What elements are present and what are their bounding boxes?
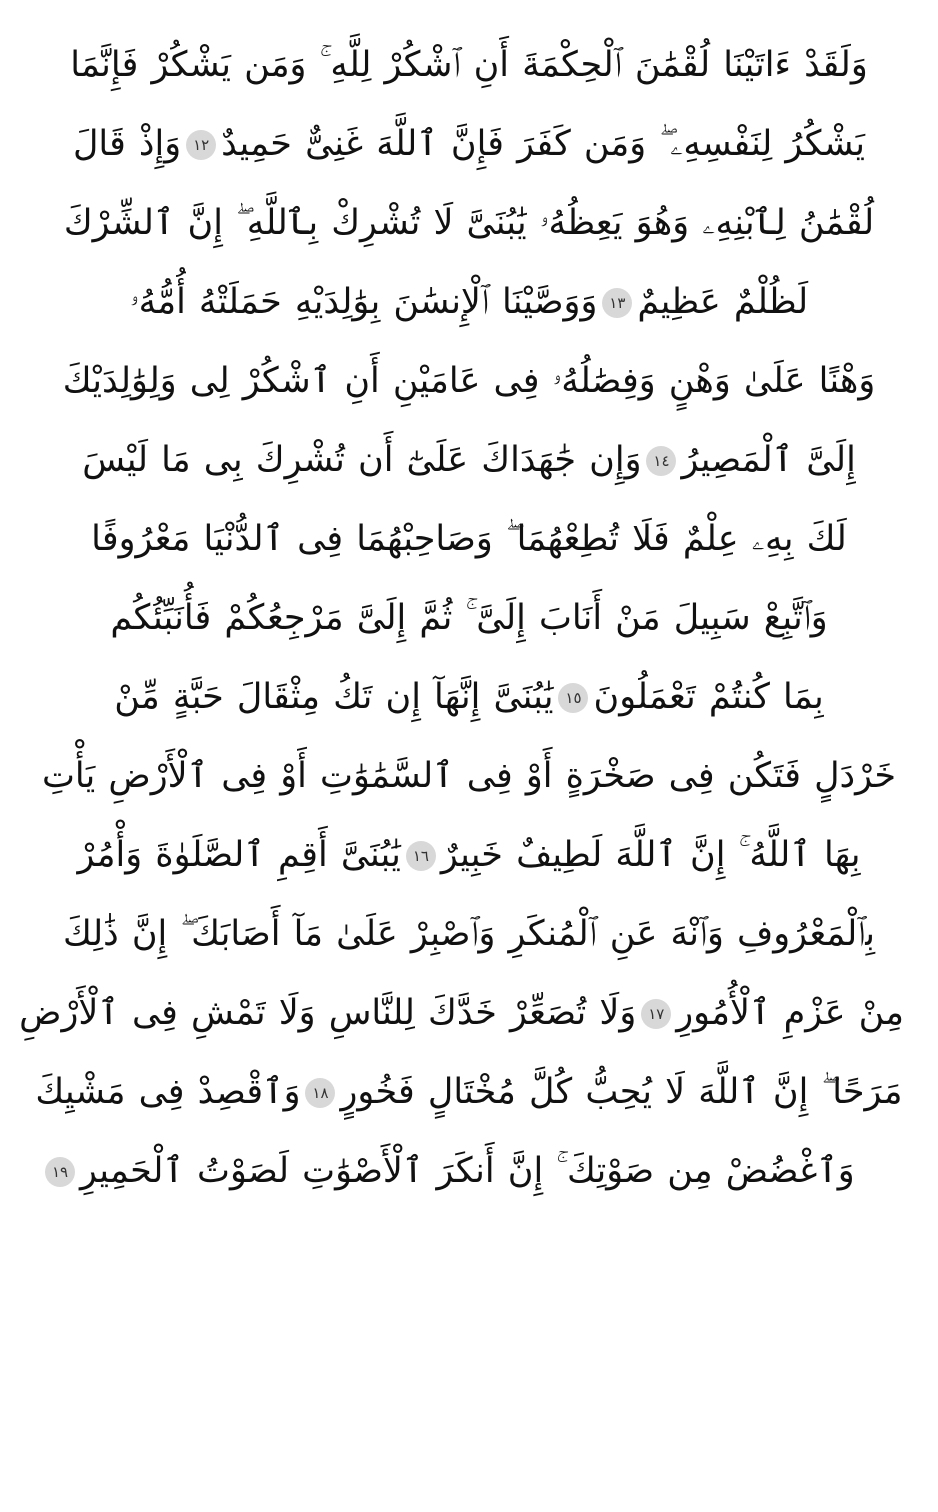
quran-line-text: وَلَقَدْ ءَاتَيْنَا لُقْمَٰنَ ٱلْحِكْمَةَ أَنِ ٱشْكُرْ لِلَّهِ ۚ وَمَن يَشْكُرْ فَإِنَّمَا <box>70 45 868 85</box>
ayah-marker: ١٦ <box>406 841 436 871</box>
quran-line-text: لُقْمَٰنُ لِٱبْنِهِۦ وَهُوَ يَعِظُهُۥ يَٰبُنَىَّ لَا تُشْرِكْ بِٱللَّهِ ۖ إِنَّ ٱلشِّرْكَ <box>63 203 875 243</box>
quran-line <box>34 579 904 658</box>
quran-line-text: وَإِذْ قَالَ <box>72 124 182 164</box>
quran-line <box>34 263 904 342</box>
quran-line <box>34 26 904 105</box>
quran-line-text: وَٱقْصِدْ فِى مَشْيِكَ <box>35 1072 301 1112</box>
quran-line <box>34 184 904 263</box>
ayah-marker: ١٩ <box>45 1157 75 1187</box>
quran-line-text: لَكَ بِهِۦ عِلْمٌ فَلَا تُطِعْهُمَا ۖ وَصَاحِبْهُمَا فِى ٱلدُّنْيَا مَعْرُوفًا <box>91 519 847 559</box>
quran-line-text: مَرَحًا ۖ إِنَّ ٱللَّهَ لَا يُحِبُّ كُلَّ مُخْتَالٍ فَخُورٍ <box>340 1072 903 1112</box>
quran-line-text: مِنْ عَزْمِ ٱلْأُمُورِ <box>676 993 904 1033</box>
quran-line <box>34 737 904 816</box>
quran-line <box>34 1053 904 1132</box>
ayah-marker: ١٥ <box>558 683 588 713</box>
quran-line <box>34 895 904 974</box>
quran-line <box>34 500 904 579</box>
quran-line-text: يَٰبُنَىَّ إِنَّهَآ إِن تَكُ مِثْقَالَ حَبَّةٍ مِّنْ <box>114 677 554 717</box>
quran-line <box>34 421 904 500</box>
ayah-marker: ١٤ <box>646 446 676 476</box>
quran-line-text: وَٱتَّبِعْ سَبِيلَ مَنْ أَنَابَ إِلَىَّ ۚ ثُمَّ إِلَىَّ مَرْجِعُكُمْ فَأُنَبِّئُكُم <box>110 598 828 638</box>
quran-line <box>34 816 904 895</box>
quran-line <box>34 105 904 184</box>
quran-line-text: وَٱغْضُضْ مِن صَوْتِكَ ۚ إِنَّ أَنكَرَ ٱلْأَصْوَٰتِ لَصَوْتُ ٱلْحَمِيرِ <box>80 1151 855 1191</box>
quran-line-text: إِلَىَّ ٱلْمَصِيرُ <box>681 440 856 480</box>
quran-line-text: خَرْدَلٍ فَتَكُن فِى صَخْرَةٍ أَوْ فِى ٱلسَّمَٰوَٰتِ أَوْ فِى ٱلْأَرْضِ يَأْتِ <box>41 756 897 796</box>
quran-line-text: لَظُلْمٌ عَظِيمٌ <box>637 282 809 322</box>
quran-line <box>34 1132 904 1211</box>
ayah-marker: ١٧ <box>641 999 671 1029</box>
quran-line <box>34 342 904 421</box>
ayah-marker: ١٢ <box>186 130 216 160</box>
quran-line-text: يَشْكُرُ لِنَفْسِهِۦ ۖ وَمَن كَفَرَ فَإِنَّ ٱللَّهَ غَنِىٌّ حَمِيدٌ <box>221 124 866 164</box>
quran-line-text: وَإِن جَٰهَدَاكَ عَلَىٰٓ أَن تُشْرِكَ بِى مَا لَيْسَ <box>82 440 642 480</box>
quran-line-text: بِمَا كُنتُمْ تَعْمَلُونَ <box>593 677 824 717</box>
quran-line <box>34 658 904 737</box>
ayah-marker: ١٨ <box>305 1078 335 1108</box>
quran-line-text: بِٱلْمَعْرُوفِ وَٱنْهَ عَنِ ٱلْمُنكَرِ وَٱصْبِرْ عَلَىٰ مَآ أَصَابَكَ ۖ إِنَّ ذَٰلِكَ <box>62 914 876 954</box>
quran-line-text: وَهْنًا عَلَىٰ وَهْنٍ وَفِصَٰلُهُۥ فِى عَامَيْنِ أَنِ ٱشْكُرْ لِى وَلِوَٰلِدَيْكَ <box>62 361 876 401</box>
quran-line-text: وَوَصَّيْنَا ٱلْإِنسَٰنَ بِوَٰلِدَيْهِ حَمَلَتْهُ أُمُّهُۥ <box>129 282 598 322</box>
mushaf-text-block <box>19 26 904 1211</box>
quran-line-text: وَلَا تُصَعِّرْ خَدَّكَ لِلنَّاسِ وَلَا تَمْشِ فِى ٱلْأَرْضِ <box>19 993 637 1033</box>
ayah-marker: ١٣ <box>602 288 632 318</box>
quran-line-text: بِهَا ٱللَّهُ ۚ إِنَّ ٱللَّهَ لَطِيفٌ خَبِيرٌ <box>440 835 861 875</box>
quran-line-text: يَٰبُنَىَّ أَقِمِ ٱلصَّلَوٰةَ وَأْمُرْ <box>77 835 401 875</box>
quran-line <box>19 974 904 1053</box>
